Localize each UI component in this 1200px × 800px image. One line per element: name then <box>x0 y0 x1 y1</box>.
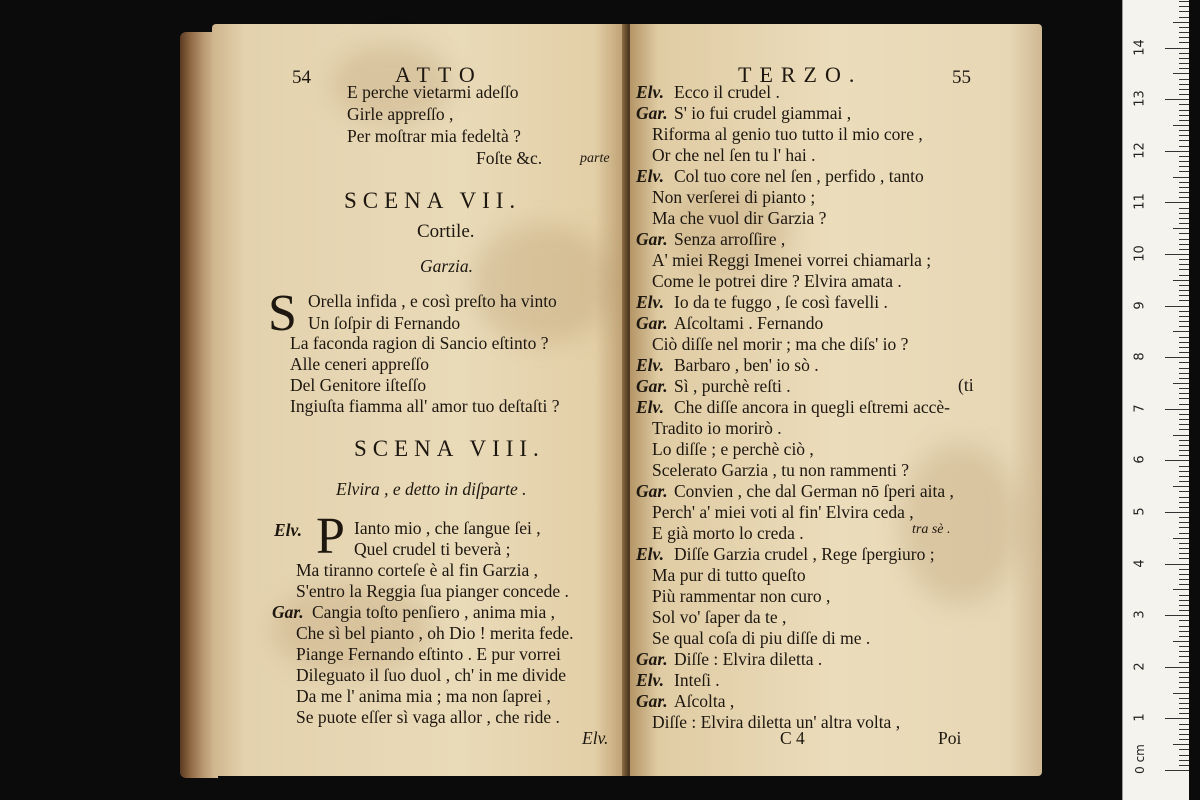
stage-direction: tra sè . <box>912 522 951 537</box>
ruler-tick <box>1165 718 1189 719</box>
signature-mark: C 4 <box>780 728 805 748</box>
verse-line: Quel crudel ti beverà ; <box>354 539 511 559</box>
verse-line: Non verſerei di pianto ; <box>652 187 816 207</box>
ruler-tick <box>1179 68 1189 69</box>
verse-line: Ciò diſſe nel morir ; ma che diſs' io ? <box>652 334 909 354</box>
ruler-tick <box>1179 300 1189 301</box>
verse-line: Dileguato il ſuo duol , ch' in me divide <box>296 665 566 685</box>
ruler-tick <box>1173 641 1189 642</box>
ruler-tick <box>1179 223 1189 224</box>
ruler-tick <box>1179 275 1189 276</box>
ruler-tick <box>1179 104 1189 105</box>
scene-place: Cortile. <box>417 221 475 242</box>
ruler-tick <box>1179 656 1189 657</box>
ruler-tick <box>1179 497 1189 498</box>
ruler-tick <box>1179 651 1189 652</box>
verse-line: Barbaro , ben' io sò . <box>674 355 819 375</box>
ruler-tick <box>1179 636 1189 637</box>
ruler-tick <box>1179 259 1189 260</box>
ruler-tick <box>1179 187 1189 188</box>
ruler-number: 12 <box>1132 142 1148 159</box>
ruler-tick <box>1179 527 1189 528</box>
ruler-tick <box>1179 79 1189 80</box>
ruler-tick <box>1179 481 1189 482</box>
ruler-tick <box>1165 99 1189 100</box>
stage-direction: parte <box>580 151 610 166</box>
ruler-tick <box>1179 1 1189 2</box>
ruler-tick <box>1179 233 1189 234</box>
verse-line: Diſſe : Elvira diletta un' altra volta , <box>652 712 901 732</box>
ruler-tick <box>1179 84 1189 85</box>
ruler-tick <box>1179 646 1189 647</box>
verse-line: Senza arroſſire , <box>674 229 786 249</box>
ruler-tick <box>1179 749 1189 750</box>
ruler-tick <box>1165 357 1189 358</box>
ruler-tick <box>1179 17 1189 18</box>
ruler-tick <box>1179 94 1189 95</box>
verse-line: Aſcoltami . Fernando <box>674 313 824 333</box>
verse-line: A' miei Reggi Imenei vorrei chiamarla ; <box>652 250 932 270</box>
ruler-tick <box>1179 352 1189 353</box>
ruler-tick <box>1179 32 1189 33</box>
ruler-tick <box>1173 73 1189 74</box>
page-number: 55 <box>952 67 971 88</box>
verse-line: Ingiuſta fiamma all' amor tuo deſtaſti ? <box>290 396 560 416</box>
ruler-tick <box>1179 507 1189 508</box>
ruler-tick <box>1179 419 1189 420</box>
ruler-tick <box>1173 435 1189 436</box>
scene-speaker: Garzia. <box>420 256 473 276</box>
ruler-tick <box>1179 58 1189 59</box>
verse-line: Ma che vuol dir Garzia ? <box>652 208 827 228</box>
speaker-label: Elv. <box>274 520 303 540</box>
ruler-tick <box>1165 409 1189 410</box>
verse-line: Ecco il crudel . <box>674 82 780 102</box>
speaker-label: Gar. <box>636 376 668 396</box>
ruler-tick <box>1179 146 1189 147</box>
ruler-tick <box>1179 569 1189 570</box>
ruler-tick <box>1173 280 1189 281</box>
verse-line: Del Genitore iſteſſo <box>290 375 427 395</box>
ruler-tick <box>1179 120 1189 121</box>
verse-line: S'entro la Reggia ſua pianger concede . <box>296 581 569 601</box>
ruler-tick <box>1179 450 1189 451</box>
ruler-tick <box>1179 543 1189 544</box>
verse-line: Se qual coſa di piu diſſe di me . <box>652 628 871 648</box>
verse-line: Sol vo' ſaper da te , <box>652 607 787 627</box>
ruler-tick <box>1179 620 1189 621</box>
measuring-ruler <box>1122 0 1189 800</box>
verse-line: E già morto lo creda . <box>652 523 804 543</box>
ruler-tick <box>1179 171 1189 172</box>
ruler-tick <box>1179 631 1189 632</box>
ruler-tick <box>1165 770 1189 771</box>
ruler-tick <box>1173 125 1189 126</box>
ruler-tick <box>1179 471 1189 472</box>
ruler-tick <box>1179 269 1189 270</box>
ruler-tick <box>1179 662 1189 663</box>
ruler-tick <box>1179 574 1189 575</box>
verse-line: Cangia toſto penſiero , anima mia , <box>312 602 555 622</box>
ruler-tick <box>1179 698 1189 699</box>
scene-title: SCENA VII. <box>344 188 522 213</box>
verse-line: Riforma al genio tuo tutto il mio core , <box>652 124 923 144</box>
ruler-tick <box>1179 27 1189 28</box>
verse-line: Or che nel ſen tu l' hai . <box>652 145 816 165</box>
ruler-tick <box>1179 739 1189 740</box>
speaker-label: Elv. <box>636 355 665 375</box>
ruler-tick <box>1179 244 1189 245</box>
verse-line: Sì , purchè reſti . <box>674 376 791 396</box>
ruler-tick <box>1179 605 1189 606</box>
ruler-tick <box>1165 306 1189 307</box>
ruler-tick <box>1179 553 1189 554</box>
verse-line: Da me l' anima mia ; ma non ſaprei , <box>296 686 551 706</box>
verse-line: Foſte &c. <box>476 148 543 168</box>
ruler-tick <box>1179 476 1189 477</box>
ruler-tick <box>1179 326 1189 327</box>
ruler-tick <box>1179 140 1189 141</box>
ruler-tick <box>1179 166 1189 167</box>
verse-line: Io da te fuggo , ſe così favelli . <box>674 292 888 312</box>
ruler-tick <box>1179 610 1189 611</box>
verse-line: La faconda ragion di Sancio eſtinto ? <box>290 333 549 353</box>
speaker-label: Gar. <box>636 649 668 669</box>
speaker-label: Elv. <box>636 82 665 102</box>
ruler-tick <box>1179 285 1189 286</box>
ruler-tick <box>1179 63 1189 64</box>
ruler-tick <box>1173 228 1189 229</box>
ruler-tick <box>1179 687 1189 688</box>
ruler-tick <box>1179 445 1189 446</box>
ruler-tick <box>1179 713 1189 714</box>
ruler-tick <box>1179 734 1189 735</box>
verse-line: Scelerato Garzia , tu non rammenti ? <box>652 460 910 480</box>
ruler-tick <box>1179 672 1189 673</box>
ruler-tick <box>1179 311 1189 312</box>
verse-line: Ma tiranno corteſe è al fin Garzia , <box>296 560 538 580</box>
ruler-tick <box>1165 615 1189 616</box>
ruler-tick <box>1179 6 1189 7</box>
verse-line: E perche vietarmi adeſſo <box>347 82 519 102</box>
ruler-tick <box>1179 321 1189 322</box>
ruler-tick <box>1179 517 1189 518</box>
ruler-tick <box>1179 368 1189 369</box>
ruler-tick <box>1179 626 1189 627</box>
ruler-unit-label: 0 cm <box>1132 744 1147 774</box>
verse-line: Come le potrei dire ? Elvira amata . <box>652 271 902 291</box>
ruler-tick <box>1179 208 1189 209</box>
speaker-label: Gar. <box>636 691 668 711</box>
speaker-label: Elv. <box>636 670 665 690</box>
ruler-tick <box>1179 398 1189 399</box>
ruler-tick <box>1179 677 1189 678</box>
ruler-tick <box>1165 667 1189 668</box>
ruler-tick <box>1173 486 1189 487</box>
ruler-tick <box>1179 533 1189 534</box>
drop-cap: S <box>268 285 297 342</box>
scene-title: SCENA VIII. <box>354 436 545 461</box>
ruler-number: 7 <box>1132 404 1148 413</box>
ruler-tick <box>1179 197 1189 198</box>
ruler-tick <box>1173 331 1189 332</box>
verse-line: Piange Fernando eſtinto . E pur vorrei <box>296 644 561 664</box>
speaker-label: Gar. <box>636 229 668 249</box>
drop-cap: P <box>316 508 345 565</box>
ruler-tick <box>1179 53 1189 54</box>
ruler-tick <box>1165 48 1189 49</box>
ruler-tick <box>1179 455 1189 456</box>
verse-line: Perch' a' miei voti al fin' Elvira ceda , <box>652 502 914 522</box>
ruler-number: 10 <box>1132 245 1148 262</box>
ruler-tick <box>1179 708 1189 709</box>
margin-overflow: (ti <box>958 375 974 395</box>
ruler-tick <box>1179 414 1189 415</box>
ruler-tick <box>1179 760 1189 761</box>
ruler-tick <box>1173 589 1189 590</box>
ruler-tick <box>1179 37 1189 38</box>
verse-line: Più rammentar non curo , <box>652 586 831 606</box>
ruler-tick <box>1179 466 1189 467</box>
ruler-tick <box>1179 579 1189 580</box>
ruler-tick <box>1179 729 1189 730</box>
ruler-tick <box>1179 89 1189 90</box>
verse-line: Un ſoſpir di Fernando <box>308 313 461 333</box>
ruler-tick <box>1165 202 1189 203</box>
ruler-tick <box>1179 218 1189 219</box>
ruler-number: 9 <box>1132 300 1148 310</box>
ruler-number: 8 <box>1132 352 1148 361</box>
ruler-tick <box>1179 110 1189 111</box>
ruler-tick <box>1179 115 1189 116</box>
ruler-tick <box>1173 744 1189 745</box>
ruler-tick <box>1179 388 1189 389</box>
ruler-tick <box>1173 383 1189 384</box>
ruler-tick <box>1179 342 1189 343</box>
ruler-number: 11 <box>1132 193 1148 211</box>
ruler-number: 6 <box>1132 455 1148 465</box>
ruler-tick <box>1179 522 1189 523</box>
ruler-tick <box>1179 584 1189 585</box>
ruler-tick <box>1179 429 1189 430</box>
ruler-tick <box>1179 213 1189 214</box>
speaker-label: Gar. <box>636 103 668 123</box>
verse-line: Convien , che dal German nō ſperi aita , <box>674 481 954 501</box>
ruler-tick <box>1165 151 1189 152</box>
verse-line: Se puote eſſer sì vaga allor , che ride . <box>296 707 560 727</box>
ruler-tick <box>1179 316 1189 317</box>
ruler-tick <box>1179 249 1189 250</box>
ruler-tick <box>1179 558 1189 559</box>
left-page <box>212 24 628 776</box>
ruler-tick <box>1179 130 1189 131</box>
page-number: 54 <box>292 67 311 88</box>
ruler-tick <box>1165 512 1189 513</box>
ruler-tick <box>1179 182 1189 183</box>
verse-line: Diſſe : Elvira diletta . <box>674 649 823 669</box>
scene-subtitle: Elvira , e detto in diſparte . <box>336 479 527 499</box>
ruler-tick <box>1179 393 1189 394</box>
verse-line: Per moſtrar mia fedeltà ? <box>347 126 521 146</box>
verse-line: Orella infida , e così preſto ha vinto <box>308 291 557 311</box>
paper-stain <box>472 224 612 344</box>
ruler-tick <box>1179 295 1189 296</box>
verse-line: Alle ceneri appreſſo <box>290 354 429 374</box>
ruler-tick <box>1179 703 1189 704</box>
catchword: Poi <box>938 728 962 748</box>
verse-line: Inteſi . <box>674 670 720 690</box>
verse-line: Ma pur di tutto queſto <box>652 565 806 585</box>
ruler-tick <box>1179 161 1189 162</box>
ruler-tick <box>1173 538 1189 539</box>
ruler-tick <box>1179 373 1189 374</box>
ruler-tick <box>1173 22 1189 23</box>
ruler-number: 13 <box>1132 90 1148 107</box>
ruler-number: 5 <box>1132 507 1148 516</box>
ruler-tick <box>1179 404 1189 405</box>
speaker-label: Gar. <box>636 481 668 501</box>
verse-line: Ianto mio , che ſangue ſei , <box>354 518 541 538</box>
verse-line: Lo diſſe ; e perchè ciò , <box>652 439 814 459</box>
ruler-tick <box>1179 682 1189 683</box>
running-header: ATTO <box>395 62 483 87</box>
ruler-tick <box>1179 502 1189 503</box>
speaker-label: Elv. <box>636 397 665 417</box>
ruler-tick <box>1179 491 1189 492</box>
ruler-number: 1 <box>1132 713 1148 723</box>
ruler-tick <box>1179 239 1189 240</box>
catchword: Elv. <box>582 728 609 748</box>
ruler-tick <box>1173 693 1189 694</box>
ruler-tick <box>1179 440 1189 441</box>
speaker-label: Elv. <box>636 544 665 564</box>
verse-line: Col tuo core nel ſen , perfido , tanto <box>674 166 924 186</box>
ruler-number: 4 <box>1132 558 1148 568</box>
ruler-tick <box>1179 135 1189 136</box>
ruler-tick <box>1179 765 1189 766</box>
ruler-tick <box>1179 362 1189 363</box>
right-page <box>630 24 1042 776</box>
verse-line: Che diſſe ancora in quegli eſtremi accè- <box>674 397 950 417</box>
ruler-tick <box>1179 156 1189 157</box>
ruler-tick <box>1179 11 1189 12</box>
ruler-tick <box>1179 347 1189 348</box>
ruler-number: 14 <box>1132 38 1148 56</box>
ruler-tick <box>1179 192 1189 193</box>
verse-line: Girle appreſſo , <box>347 104 454 124</box>
speaker-label: Gar. <box>272 602 304 622</box>
ruler-tick <box>1179 378 1189 379</box>
ruler-tick <box>1173 177 1189 178</box>
ruler-tick <box>1179 424 1189 425</box>
verse-line: S' io fui crudel giammai , <box>674 103 852 123</box>
speaker-label: Gar. <box>636 313 668 333</box>
ruler-tick <box>1179 264 1189 265</box>
verse-line: Tradito io morirò . <box>652 418 782 438</box>
ruler-tick <box>1179 548 1189 549</box>
running-header: TERZO. <box>738 62 863 87</box>
ruler-tick <box>1179 600 1189 601</box>
speaker-label: Elv. <box>636 292 665 312</box>
ruler-tick <box>1179 337 1189 338</box>
ruler-tick <box>1179 290 1189 291</box>
ruler-tick <box>1179 724 1189 725</box>
ruler-number: 3 <box>1132 610 1148 619</box>
verse-line: Che sì bel pianto , oh Dio ! merita fede. <box>296 623 574 643</box>
verse-line: Aſcolta , <box>674 691 735 711</box>
ruler-tick <box>1179 595 1189 596</box>
ruler-tick <box>1165 460 1189 461</box>
ruler-tick <box>1179 42 1189 43</box>
ruler-number: 2 <box>1132 662 1148 671</box>
verse-line: Diſſe Garzia crudel , Rege ſpergiuro ; <box>674 544 935 564</box>
ruler-tick <box>1179 755 1189 756</box>
ruler-tick <box>1165 564 1189 565</box>
ruler-tick <box>1165 254 1189 255</box>
speaker-label: Elv. <box>636 166 665 186</box>
